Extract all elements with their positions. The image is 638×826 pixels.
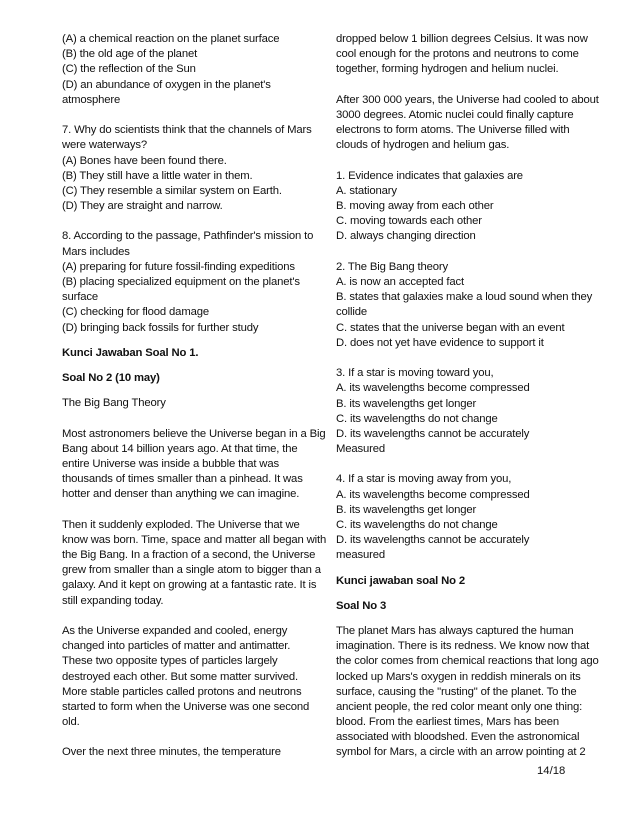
text-line: 3. If a star is moving toward you,: [336, 367, 494, 380]
text-line: The planet Mars has always captured the human: [336, 624, 574, 637]
text-line: measured: [336, 549, 386, 562]
text-line: C. states that the universe began with an event: [336, 321, 565, 334]
section-heading: Soal No 3: [336, 599, 387, 612]
left-column: [62, 32, 327, 761]
paragraph-gap: [62, 609, 305, 624]
text-line: C. moving towards each other: [336, 215, 482, 228]
text-line: (B) They still have a little water in them.: [62, 169, 253, 182]
paragraph-gap: [62, 730, 305, 745]
text-line: B. its wavelengths get longer: [336, 397, 477, 410]
text-line: More stable particles called protons and neutrons: [62, 685, 302, 698]
text-line: (D) They are straight and narrow.: [62, 200, 223, 213]
text-line: thousands of times smaller than a pinhead. It was: [62, 473, 303, 486]
text-line: still expanding today.: [62, 594, 164, 607]
section-heading: Soal No 2 (10 may): [62, 371, 160, 384]
text-line: surface, causing the "rusting" of the planet. To the: [336, 685, 577, 698]
text-line: A. its wavelengths become compressed: [336, 488, 530, 501]
paragraph-gap: [336, 589, 579, 599]
paragraph-gap: [62, 336, 305, 346]
paragraph-gap: [336, 78, 579, 93]
section-heading: Kunci Jawaban Soal No 1.: [62, 346, 199, 359]
text-line: electrons to form atoms. The Universe filled with: [336, 124, 570, 137]
paragraph-gap: [62, 386, 305, 396]
text-line: galaxy. And it kept on growing at a fantastic rate. It is: [62, 579, 317, 592]
text-line: 7. Why do scientists think that the channels of Mars: [62, 124, 312, 137]
paragraph-gap: [336, 564, 579, 574]
text-line: associated with bloodshed. Even the astronomical: [336, 731, 580, 744]
paragraph-gap: [336, 351, 579, 366]
text-line: D. always changing direction: [336, 230, 476, 243]
text-line: (A) a chemical reaction on the planet surface: [62, 33, 280, 45]
text-line: Bang about 14 billion years ago. At that time, the: [62, 442, 298, 455]
text-line: B. states that galaxies make a loud sound when they: [336, 291, 593, 304]
text-line: grew from smaller than a single atom to bigger than a: [62, 564, 321, 577]
text-line: Measured: [336, 443, 386, 456]
text-line: A. is now an accepted fact: [336, 276, 464, 288]
text-line: 8. According to the passage, Pathfinder's mission to: [62, 230, 314, 243]
text-line: collide: [336, 306, 367, 319]
text-line: 2. The Big Bang theory: [336, 260, 449, 273]
text-line: atmosphere: [62, 93, 121, 106]
text-line: C. its wavelengths do not change: [336, 519, 498, 531]
text-line: hotter and denser than anything we can imagine.: [62, 488, 300, 501]
text-line: (A) preparing for future fossil-finding expeditions: [62, 260, 295, 273]
paragraph-gap: [62, 411, 305, 426]
text-line: (C) They resemble a similar system on Earth.: [62, 184, 282, 197]
text-line: After 300 000 years, the Universe had cooled to about: [336, 93, 599, 106]
text-line: old.: [62, 716, 80, 729]
paragraph-gap: [336, 614, 579, 624]
text-line: 1. Evidence indicates that galaxies are: [336, 169, 523, 182]
text-line: entire Universe was inside a bubble that was: [62, 457, 279, 470]
text-line: started to form when the Universe was one second: [62, 700, 310, 713]
text-line: 4. If a star is moving away from you,: [336, 473, 512, 486]
paragraph-gap: [336, 154, 579, 169]
text-line: D. its wavelengths cannot be accurately: [336, 534, 530, 547]
text-line: (A) Bones have been found there.: [62, 154, 227, 167]
text-line: know was born. Time, space and matter all began with: [62, 533, 327, 546]
text-line: 3000 degrees. Atomic nuclei could finally capture: [336, 108, 574, 121]
text-line: (C) the reflection of the Sun: [62, 63, 196, 76]
text-line: D. does not yet have evidence to support it: [336, 336, 544, 349]
text-line: Mars includes: [62, 245, 130, 258]
paragraph-gap: [62, 214, 305, 229]
text-line: C. its wavelengths do not change: [336, 412, 498, 425]
paragraph-gap: [62, 361, 305, 371]
text-line: A. stationary: [336, 184, 397, 197]
page-number: 14/18: [537, 765, 566, 777]
right-column: [336, 32, 599, 761]
text-line: surface: [62, 291, 98, 304]
text-line: (B) the old age of the planet: [62, 48, 198, 61]
text-line: the Big Bang. In a fraction of a second, the Universe: [62, 549, 316, 561]
text-line: These two opposite types of particles largely: [62, 655, 278, 668]
text-line: D. its wavelengths cannot be accurately: [336, 427, 530, 440]
text-line: B. its wavelengths get longer: [336, 503, 477, 516]
text-line: (C) checking for flood damage: [62, 306, 209, 319]
paragraph-gap: [336, 457, 579, 472]
text-line: were waterways?: [62, 139, 148, 152]
section-heading: Kunci jawaban soal No 2: [336, 574, 466, 587]
text-line: imagination. There is its redness. We know now that: [336, 640, 590, 653]
text-line: dropped below 1 billion degrees Celsius. It was now: [336, 33, 588, 45]
text-line: blood. From the earliest times, Mars has been: [336, 716, 560, 729]
text-line: cool enough for the protons and neutrons to come: [336, 48, 579, 61]
text-line: Over the next three minutes, the temperature: [62, 746, 281, 759]
text-line: symbol for Mars, a circle with an arrow pointing at 2: [336, 746, 586, 759]
text-line: (B) placing specialized equipment on the planet's: [62, 276, 300, 288]
text-line: clouds of hydrogen and helium gas.: [336, 139, 510, 152]
text-line: changed into particles of matter and antimatter.: [62, 640, 291, 653]
text-line: Then it suddenly exploded. The Universe that we: [62, 518, 300, 531]
text-line: A. its wavelengths become compressed: [336, 382, 530, 395]
text-line: destroyed each other. But some matter survived.: [62, 670, 298, 683]
text-line: Most astronomers believe the Universe began in a Big: [62, 427, 326, 440]
text-line: ancient people, the red color meant only one thing:: [336, 700, 583, 713]
paragraph-gap: [62, 108, 305, 123]
text-line: locked up Mars's oxygen in reddish minerals on its: [336, 670, 581, 683]
text-line: (D) bringing back fossils for further study: [62, 321, 259, 334]
text-line: The Big Bang Theory: [62, 397, 166, 410]
text-line: B. moving away from each other: [336, 200, 494, 213]
text-line: As the Universe expanded and cooled, energy: [62, 624, 288, 637]
paragraph-gap: [336, 245, 579, 260]
text-line: together, forming hydrogen and helium nuclei.: [336, 63, 559, 76]
text-line: the color comes from chemical reactions that long ago: [336, 655, 599, 668]
text-line: (D) an abundance of oxygen in the planet's: [62, 78, 271, 91]
paragraph-gap: [62, 502, 305, 517]
